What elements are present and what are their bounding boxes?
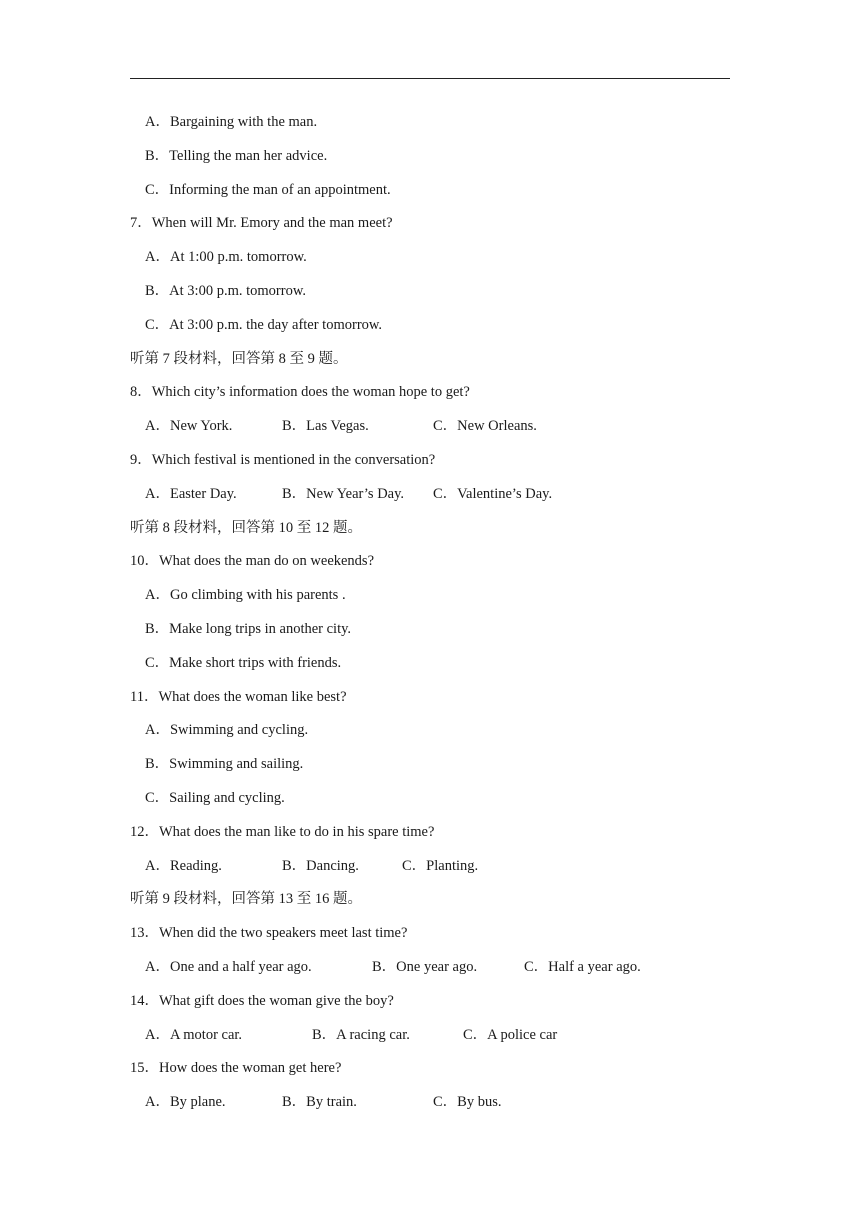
- q6-option-b: B．Telling the man her advice.: [145, 147, 328, 164]
- q15-option-b: B．By train.: [282, 1094, 357, 1111]
- q15-options: [0, 1092, 860, 1126]
- q11-question: 11．What does the woman like best?: [130, 688, 347, 705]
- q13-options: [0, 957, 860, 991]
- q9-option-c: C．Valentine’s Day.: [433, 485, 553, 502]
- q13-option-b: B．One year ago.: [372, 958, 478, 975]
- q6-option-a: A．Bargaining with the man.: [145, 114, 318, 130]
- section-8-instruction: 听第 8 段材料，回答第 10 至 12 题。: [130, 519, 362, 536]
- section-7-instruction: 听第 7 段材料，回答第 8 至 9 题。: [130, 350, 348, 367]
- q11-option-b: B．Swimming and sailing.: [145, 756, 304, 773]
- q12-option-c: C．Planting.: [402, 857, 479, 874]
- q14-option-a: A．A motor car.: [145, 1026, 243, 1043]
- q13-question: 13．When did the two speakers meet last time?: [130, 925, 408, 942]
- q11-option-a: A．Swimming and cycling.: [145, 722, 309, 739]
- q12-options: [0, 856, 860, 890]
- section-9-instruction: 听第 9 段材料，回答第 13 至 16 题。: [130, 891, 362, 908]
- q15-question: 15．How does the woman get here?: [130, 1060, 342, 1077]
- q14-options: [0, 1025, 860, 1059]
- q15-option-c: C．By bus.: [433, 1094, 502, 1111]
- q10-question: 10．What does the man do on weekends?: [130, 553, 375, 570]
- q12-option-b: B．Dancing.: [282, 857, 359, 874]
- q9-options: [0, 484, 860, 518]
- q15-option-a: A．By plane.: [145, 1094, 226, 1111]
- q8-option-a: A．New York.: [145, 418, 233, 435]
- q14-option-b: B．A racing car.: [312, 1026, 410, 1043]
- q6-option-c: C．Informing the man of an appointment.: [145, 181, 391, 198]
- q13-option-c: C．Half a year ago.: [524, 958, 641, 975]
- q10-option-a: A．Go climbing with his parents .: [145, 587, 346, 604]
- q14-question: 14．What gift does the woman give the boy?: [130, 992, 394, 1009]
- q8-option-c: C．New Orleans.: [433, 418, 537, 435]
- q7-option-c: C．At 3:00 p.m. the day after tomorrow.: [145, 316, 383, 333]
- q12-question: 12．What does the man like to do in his spare time?: [130, 823, 435, 840]
- q7-option-b: B．At 3:00 p.m. tomorrow.: [145, 282, 306, 299]
- q14-option-c: C．A police car: [463, 1026, 558, 1043]
- question-list: [0, 112, 860, 1126]
- q8-options: [0, 416, 860, 450]
- q9-option-a: A．Easter Day.: [145, 485, 237, 502]
- q7-question: 7．When will Mr. Emory and the man meet?: [130, 215, 393, 232]
- q8-option-b: B．Las Vegas.: [282, 418, 369, 435]
- q9-question: 9．Which festival is mentioned in the conversation?: [130, 451, 436, 468]
- q12-option-a: A．Reading.: [145, 857, 222, 874]
- q10-option-b: B．Make long trips in another city.: [145, 620, 352, 637]
- q11-option-c: C．Sailing and cycling.: [145, 789, 285, 806]
- q13-option-a: A．One and a half year ago.: [145, 958, 312, 975]
- q9-option-b: B．New Year’s Day.: [282, 485, 405, 502]
- q8-question: 8．Which city’s information does the woman hope to get?: [130, 384, 470, 401]
- q7-option-a: A．At 1:00 p.m. tomorrow.: [145, 249, 307, 266]
- header-rule: [130, 78, 730, 79]
- q10-option-c: C．Make short trips with friends.: [145, 654, 342, 671]
